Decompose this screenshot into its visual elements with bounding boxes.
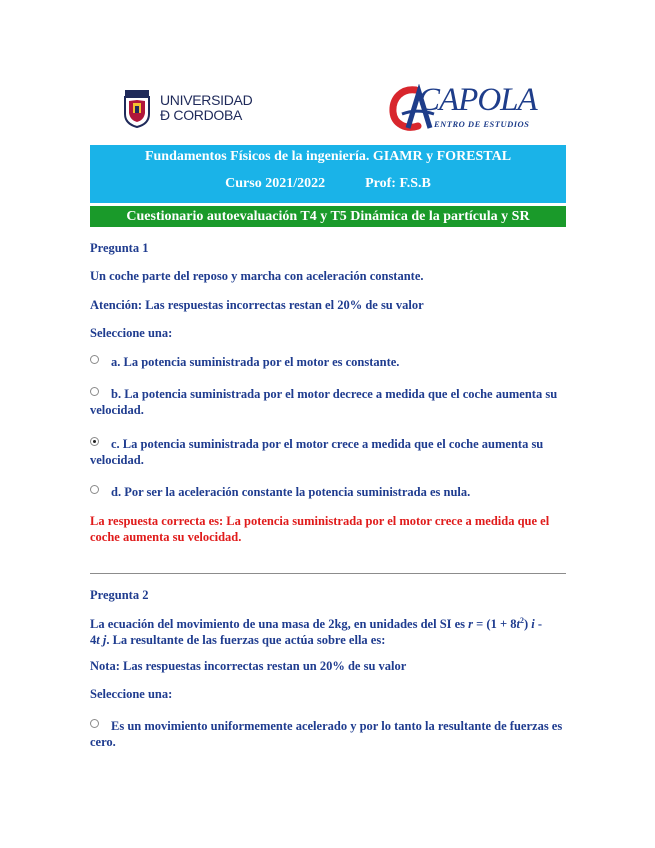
eq-var-t: t (516, 617, 520, 632)
eq-text: 4 (90, 633, 97, 648)
statement-text: La ecuación del movimiento de una masa de 2kg, en unidades del SI es (90, 617, 469, 632)
radio-button[interactable] (90, 485, 99, 494)
option-text: Es un movimiento uniformemente acelerado y por lo tanto la resultante de fuerzas es cero. (90, 719, 563, 749)
question-1-option-a[interactable] (90, 354, 566, 370)
eq-text: = (1 + 8 (473, 617, 517, 632)
radio-button[interactable] (90, 719, 99, 728)
university-logo (122, 86, 257, 130)
university-name-line2: Ð CORDOBA (160, 107, 243, 123)
eq-text: - (534, 617, 543, 632)
radio-button[interactable] (90, 387, 99, 396)
university-name-line1: UNIVERSIDAD (160, 92, 253, 108)
question-1-correct-answer: La respuesta correcta es: La potencia suministrada por el motor crece a medida que el coche aumenta su velocidad. (90, 514, 550, 544)
eq-var-t: t (96, 633, 100, 648)
option-text: c. La potencia suministrada por el motor crece a medida que el coche aumenta su velocidad. (90, 437, 544, 467)
course-banner (90, 145, 566, 203)
option-text: d. Por ser la aceleración constante la potencia suministrada es nula. (111, 485, 471, 499)
question-divider (90, 573, 566, 574)
course-info (90, 176, 566, 192)
quiz-title: Cuestionario autoevaluación T4 y T5 Dinámica de la partícula y SR (90, 206, 566, 227)
eq-unit-j: j (99, 633, 107, 648)
course-professor: Prof: F.S.B (365, 176, 431, 191)
academy-logo (388, 82, 550, 134)
eq-var-r: r (468, 617, 474, 632)
question-2-statement (90, 613, 566, 648)
question-1-heading: Pregunta 1 (90, 241, 149, 255)
question-2-select-label: Seleccione una: (90, 687, 173, 701)
academy-tagline: ENTRO DE ESTUDIOS (434, 119, 530, 129)
question-2-note: Nota: Las respuestas incorrectas restan un 20% de su valor (90, 659, 407, 673)
question-1-option-b[interactable] (90, 386, 566, 418)
question-1-option-d[interactable] (90, 484, 566, 500)
eq-unit-i: i (531, 617, 535, 632)
question-1-option-c[interactable] (90, 436, 566, 468)
eq-exponent: 2 (519, 616, 524, 625)
radio-button[interactable] (90, 355, 99, 364)
question-1-attention: Atención: Las respuestas incorrectas restan el 20% de su valor (90, 298, 424, 312)
course-title: Fundamentos Físicos de la ingeniería. GIAMR y FORESTAL (144, 149, 512, 164)
radio-button-selected[interactable] (90, 437, 99, 446)
question-1-select-label: Seleccione una: (90, 326, 173, 340)
question-2-option-a[interactable] (90, 718, 566, 750)
question-2-heading: Pregunta 2 (90, 588, 149, 602)
academy-name: CAPOLA (418, 82, 537, 118)
option-text: b. La potencia suministrada por el motor decrece a medida que el coche aumenta su velocidad. (90, 387, 558, 417)
option-text: a. La potencia suministrada por el motor es constante. (111, 355, 400, 369)
eq-text: ) (523, 617, 532, 632)
course-year: Curso 2021/2022 (225, 176, 326, 191)
university-crest-icon (122, 88, 152, 128)
question-1-statement: Un coche parte del reposo y marcha con aceleración constante. (90, 269, 424, 283)
statement-text: . La resultante de las fuerzas que actúa sobre ella es: (106, 633, 386, 648)
